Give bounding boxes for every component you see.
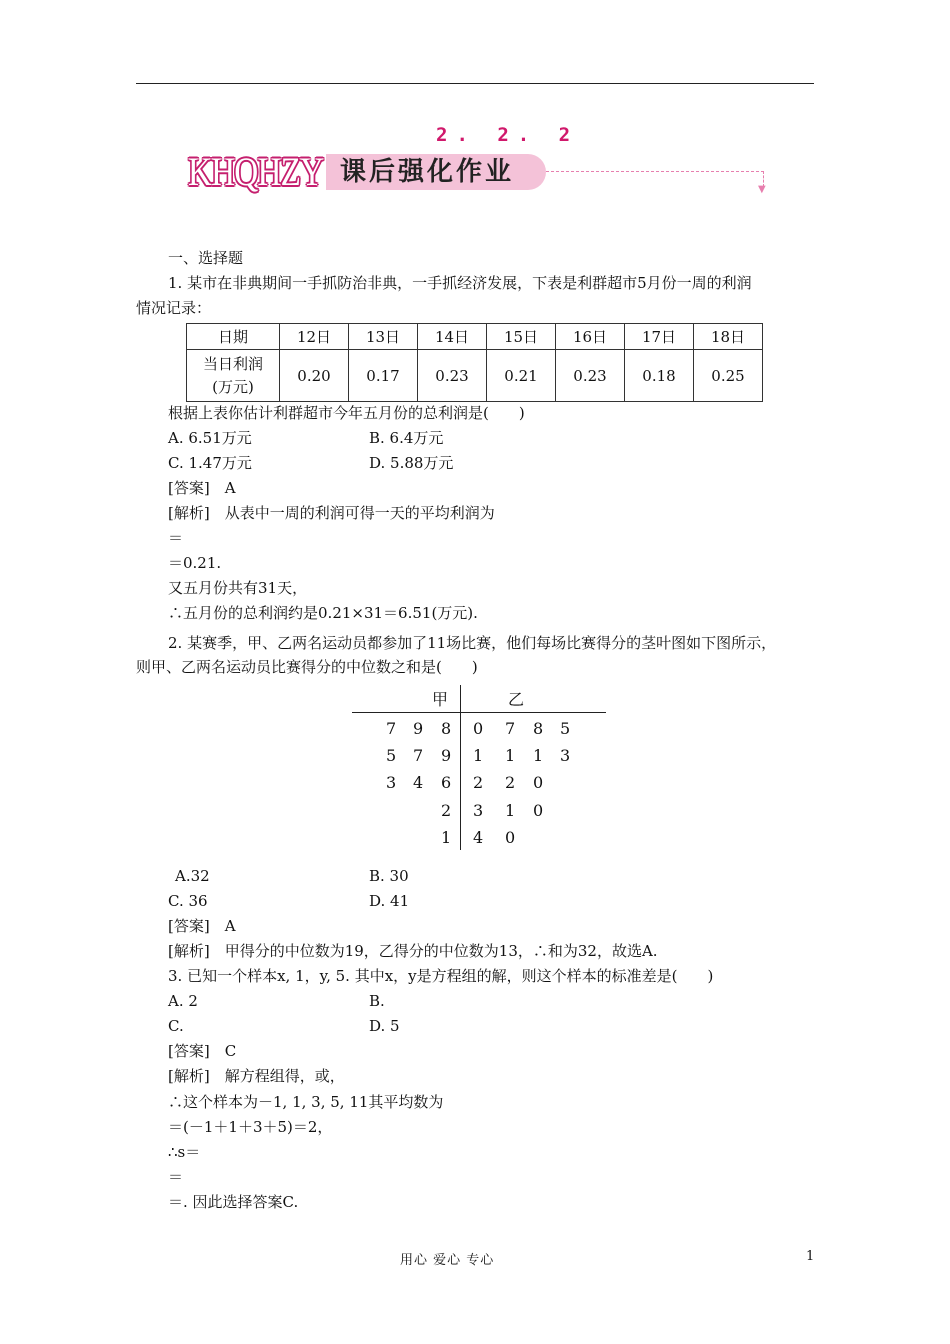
q1-stem-line2: 情况记录： xyxy=(136,299,212,317)
page-number: 1 xyxy=(806,1249,815,1264)
leaf-left: 5 xyxy=(386,746,397,765)
q2-answer: [答案] A xyxy=(168,917,236,935)
table-cell: 13日 xyxy=(349,324,418,350)
q3-option-a: A. 2 xyxy=(168,992,198,1010)
q3-analysis-line: ∴这个样本为－1, 1, 3, 5, 11其平均数为 xyxy=(168,1093,444,1111)
leaf-right: 0 xyxy=(533,801,544,820)
table-header-cell xyxy=(187,350,280,402)
q1-stem-line1: 1. 某市在非典期间一手抓防治非典，一手抓经济发展，下表是利群超市5月份一周的利润 xyxy=(168,274,752,292)
table-cell: 15日 xyxy=(487,324,556,350)
table-cell: 18日 xyxy=(694,324,763,350)
q1-option-a: A. 6.51万元 xyxy=(168,429,252,447)
stem-leaf-plot xyxy=(352,683,608,853)
leaf-left: 7 xyxy=(386,719,397,738)
table-cell: 0.21 xyxy=(487,350,556,402)
leaf-right: 8 xyxy=(533,719,544,738)
stem-divider xyxy=(460,685,461,850)
table-cell: 0.23 xyxy=(418,350,487,402)
table-cell: 16日 xyxy=(556,324,625,350)
stem-value: 0 xyxy=(473,719,484,738)
leaf-left: 4 xyxy=(413,773,424,792)
header-rule xyxy=(136,83,814,84)
q3-option-d: D. 5 xyxy=(369,1017,400,1035)
q3-analysis-line: ＝. 因此选择答案C. xyxy=(168,1193,299,1211)
banner-logo: KHQHZY xyxy=(188,149,324,194)
banner xyxy=(188,150,768,196)
q1-analysis-line: ＝ xyxy=(168,529,184,547)
q1-option-b: B. 6.4万元 xyxy=(369,429,444,447)
leaf-left: 9 xyxy=(441,746,452,765)
q2-stem-line2: 则甲、乙两名运动员比赛得分的中位数之和是( ) xyxy=(136,658,478,676)
leaf-left: 6 xyxy=(441,773,452,792)
q3-analysis-line: ＝(－1＋1＋3＋5)＝2， xyxy=(168,1118,333,1136)
q3-analysis-line: ＝ xyxy=(168,1168,184,1186)
q3-analysis-line: ∴s＝ xyxy=(168,1143,201,1161)
leaf-right: 1 xyxy=(505,801,516,820)
leaf-right: 0 xyxy=(505,828,516,847)
stem-value: 3 xyxy=(473,801,484,820)
q1-analysis-line: 又五月份共有31天， xyxy=(168,579,308,597)
q1-option-c: C. 1.47万元 xyxy=(168,454,252,472)
q1-question: 根据上表你估计利群超市今年五月份的总利润是( ) xyxy=(168,404,525,422)
leaf-right: 2 xyxy=(505,773,516,792)
banner-dashed-line xyxy=(546,171,764,172)
q2-option-c: C. 36 xyxy=(168,892,208,910)
table-cell: 17日 xyxy=(625,324,694,350)
stem-header-right: 乙 xyxy=(508,690,525,709)
q3-option-c: C. xyxy=(168,1017,184,1035)
q1-analysis-line: ∴五月份的总利润约是0.21×31＝6.51(万元). xyxy=(168,604,478,622)
table-cell: 0.17 xyxy=(349,350,418,402)
q2-option-d: D. 41 xyxy=(369,892,410,910)
table-row xyxy=(187,350,763,402)
banner-title: 课后强化作业 xyxy=(340,157,515,187)
q1-option-d: D. 5.88万元 xyxy=(369,454,454,472)
q3-option-b: B. xyxy=(369,992,385,1010)
table-cell: 12日 xyxy=(280,324,349,350)
arrow-down-icon: ▼ xyxy=(758,184,766,195)
table-cell: 0.18 xyxy=(625,350,694,402)
q1-analysis-line: [解析] 从表中一周的利润可得一天的平均利润为 xyxy=(168,504,495,522)
q2-stem-line1: 2. 某赛季，甲、乙两名运动员都参加了11场比赛，他们每场比赛得分的茎叶图如下图所示， xyxy=(168,634,777,652)
table-cell: 0.23 xyxy=(556,350,625,402)
q2-option-b: B. 30 xyxy=(369,867,409,885)
table-row xyxy=(187,324,763,350)
stem-header-left: 甲 xyxy=(432,690,449,709)
footer-text: 用心 爱心 专心 xyxy=(400,1253,495,1268)
leaf-right: 5 xyxy=(560,719,571,738)
leaf-left: 2 xyxy=(441,801,452,820)
q1-analysis-line: ＝0.21. xyxy=(168,554,222,572)
stem-value: 2 xyxy=(473,773,484,792)
table-cell: 0.20 xyxy=(280,350,349,402)
q1-answer: [答案] A xyxy=(168,479,236,497)
leaf-right: 0 xyxy=(533,773,544,792)
leaf-left: 9 xyxy=(413,719,424,738)
table-cell: 14日 xyxy=(418,324,487,350)
section-number: 2. 2. 2 xyxy=(436,124,580,146)
q3-analysis-line: [解析] 解方程组得，或， xyxy=(168,1067,345,1085)
leaf-left: 1 xyxy=(441,828,452,847)
leaf-left: 8 xyxy=(441,719,452,738)
header-divider xyxy=(352,712,606,713)
q2-option-a: A.32 xyxy=(175,867,210,885)
stem-value: 4 xyxy=(473,828,484,847)
profit-table xyxy=(186,323,763,402)
leaf-right: 1 xyxy=(533,746,544,765)
q3-stem: 3. 已知一个样本x, 1，y, 5. 其中x，y是方程组的解，则这个样本的标准差是( ) xyxy=(168,967,714,985)
table-header-cell: 日期 xyxy=(187,324,280,350)
leaf-right: 1 xyxy=(505,746,516,765)
leaf-right: 3 xyxy=(560,746,571,765)
leaf-right: 7 xyxy=(505,719,516,738)
q2-analysis: [解析] 甲得分的中位数为19，乙得分的中位数为13，∴和为32，故选A. xyxy=(168,942,658,960)
section-heading: 一、选择题 xyxy=(168,249,244,267)
table-header-line: (万元) xyxy=(212,377,254,396)
table-cell: 0.25 xyxy=(694,350,763,402)
stem-value: 1 xyxy=(473,746,484,765)
q3-answer: [答案] C xyxy=(168,1042,237,1060)
leaf-left: 7 xyxy=(413,746,424,765)
table-header-line: 当日利润 xyxy=(202,354,263,373)
leaf-left: 3 xyxy=(386,773,397,792)
